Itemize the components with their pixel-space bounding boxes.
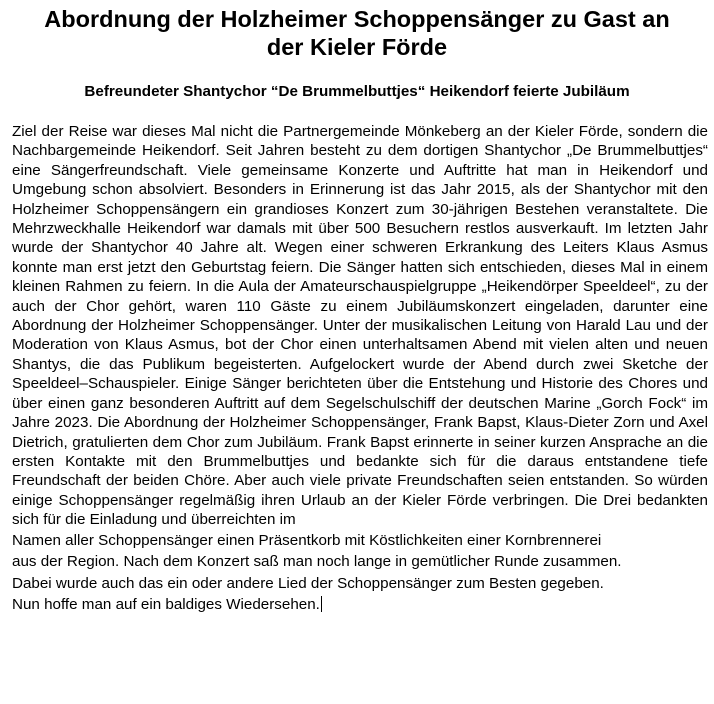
article-tail-line-4 xyxy=(12,594,708,616)
article-tail-line-2: aus der Region. Nach dem Konzert saß man noch lange in gemütlicher Runde zusammen. xyxy=(12,553,622,571)
article-tail-line-3: Dabei wurde auch das ein oder andere Lied der Schoppensänger zum Besten gegeben. xyxy=(12,574,604,592)
article-tail-line-1: Namen aller Schoppensänger einen Präsentkorb mit Köstlichkeiten einer Kornbrennerei xyxy=(12,531,602,549)
article-body[interactable] xyxy=(12,122,708,616)
article-title-line-2: der Kieler Förde xyxy=(266,34,448,60)
article-tail-line-4-text: Nun hoffe man auf ein baldiges Wiedersehen. xyxy=(12,596,320,614)
article-title-line-1: Abordnung der Holzheimer Schoppensänger zu Gast an xyxy=(44,6,670,32)
text-cursor xyxy=(321,596,322,612)
article-title xyxy=(0,5,714,61)
article-body-paragraph: Ziel der Reise war dieses Mal nicht die Partnergemeinde Mönkeberg an der Kieler Förde, sondern die Nachbargemeinde Heikendorf. Seit Jahren besteht zu dem dortigen Shantychor „De Brummelbuttjes“ eine Sängerfreundschaft. Viele gemeinsame Konzerte und Auftritte hat man in Heikendorf und Umgebung schon absolviert. Besonders in Erinnerung ist das Jahr 2015, als der Shantychor mit den Holzheimer Schoppensängern ein grandioses Konzert zum 30-jährigen Bestehen veranstaltete. Die Mehrzweckhalle Heikendorf war damals mit über 500 Besuchern restlos ausverkauft. Im letzten Jahr wurde der Shantychor 40 Jahre alt. Wegen einer schweren Erkrankung des Leiters Klaus Asmus konnte man erst jetzt den Geburtstag feiern. Die Sänger hatten sich entschieden, dieses Mal in einem kleinen Rahmen zu feiern. In die Aula der Amateurschauspielgruppe „Heikendörper Speeldeel“, zu der auch der Chor gehört, waren 110 Gäste zu einem Jubiläumskonzert eingeladen, darunter eine Abordnung der Holzheimer Schoppensänger. Unter der musikalischen Leitung von Harald Lau und der Moderation von Klaus Asmus, bot der Chor einen unterhaltsamen Abend mit vielen alten und neuen Shantys, die das Publikum begeisterten. Aufgelockert wurde der Abend durch zwei Sketche der Speeldeel–Schauspieler. Einige Sänger berichteten über die Entstehung und Historie des Chores und über einen ganz besonderen Auftritt auf dem Segelschulschiff der deutschen Marine „Gorch Fock“ im Jahre 2023. Die Abordnung der Holzheimer Schoppensänger, Frank Bapst, Klaus-Dieter Zorn und Axel Dietrich, gratulierten dem Chor zum Jubiläum. Frank Bapst erinnerte in seiner kurzen Ansprache an die ersten Kontakte mit den Brummelbuttjes und bedankte sich für die daraus entstandene tiefe Freundschaft der beiden Chöre. Aber auch viele private Freundschaften seien entstanden. So würden einige Schoppensänger regelmäßig ihren Urlaub an der Kieler Förde verbringen. Die Drei bedankten sich für die Einladung und überreichten im xyxy=(12,123,708,529)
article-subtitle: Befreundeter Shantychor “De Brummelbuttjes“ Heikendorf feierte Jubiläum xyxy=(84,83,630,100)
article-body-tail xyxy=(12,530,708,616)
